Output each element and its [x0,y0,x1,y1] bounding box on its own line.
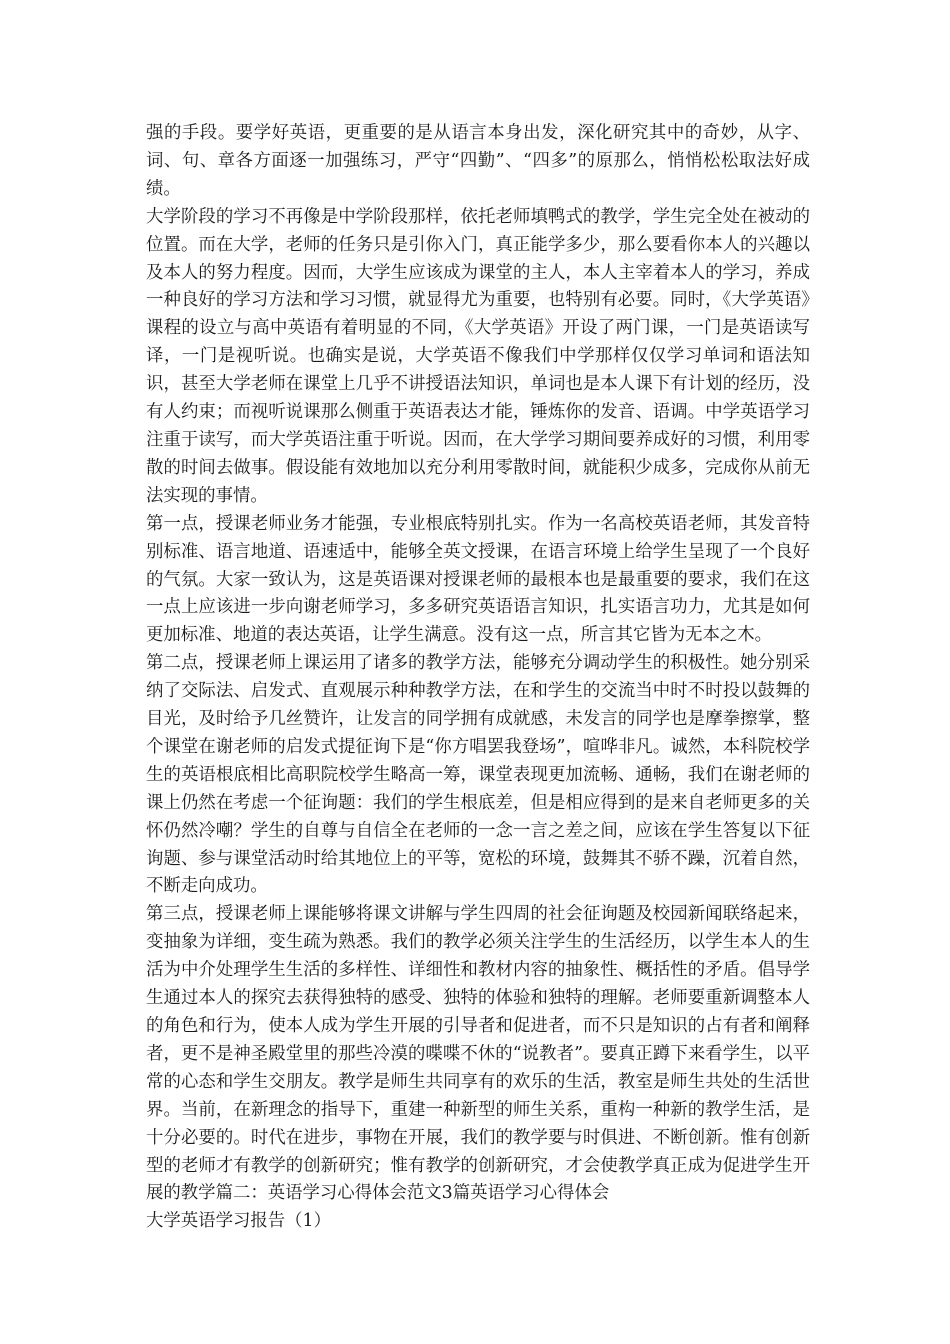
paragraph-1: 强的手段。要学好英语，更重要的是从语言本身出发，深化研究其中的奇妙，从字、词、句、章各方面逐一加强练习，严守“四勤”、“四多”的原那么，悄悄松松取法好成绩。 [146,123,810,199]
paragraph-3: 第一点，授课老师业务才能强，专业根底特别扎实。作为一名高校英语老师，其发音特别标准、语言地道、语速适中，能够全英文授课，在语言环境上给学生呈现了一个良好的气氛。大家一致认为，这是英语课对授课老师的最根本也是最重要的要求，我们在这一点上应该进一步向谢老师学习，多多研究英语语言知识，扎实语言功力，尤其是如何更加标准、地道的表达英语，让学生满意。没有这一点，所言其它皆为无本之木。 [146,513,810,646]
document-body [146,120,810,1236]
paragraph-2: 大学阶段的学习不再像是中学阶段那样，依托老师填鸭式的教学，学生完全处在被动的位置。而在大学，老师的任务只是引你入门，真正能学多少，那么要看你本人的兴趣以及本人的努力程度。因而，大学生应该成为课堂的主人，本人主宰着本人的学习，养成一种良好的学习方法和学习习惯，就显得尤为重要，也特别有必要。同时，《大学英语》课程的设立与高中英语有着明显的不同，《大学英语》开设了两门课，一门是英语读写译，一门是视听说。也确实是说，大学英语不像我们中学那样仅仅学习单词和语法知识，甚至大学老师在课堂上几乎不讲授语法知识，单词也是本人课下有计划的经历，没有人约束；而视听说课那么侧重于英语表达才能，锤炼你的发音、语调。中学英语学习注重于读写，而大学英语注重于听说。因而，在大学学习期间要养成好的习惯，利用零散的时间去做事。假设能有效地加以充分利用零散时间，就能积少成多，完成你从前无法实现的事情。 [146,206,810,506]
paragraph-4: 第二点，授课老师上课运用了诸多的教学方法，能够充分调动学生的积极性。她分别采纳了交际法、启发式、直观展示种种教学方法，在和学生的交流当中时不时投以鼓舞的目光，及时给予几丝赞许，让发言的同学拥有成就感，未发言的同学也是摩拳擦掌，整个课堂在谢老师的启发式提征询下是“你方唱罢我登场”，喧哗非凡。诚然，本科院校学生的英语根底相比高职院校学生略高一筹，课堂表现更加流畅、通畅，我们在谢老师的课上仍然在考虑一个征询题：我们的学生根底差，但是相应得到的是来自老师更多的关怀仍然冷嘲？学生的自尊与自信全在老师的一念一言之差之间，应该在学生答复以下征询题、参与课堂活动时给其地位上的平等，宽松的环境，鼓舞其不骄不躁，沉着自然，不断走向成功。 [146,653,810,897]
paragraph-5: 第三点，授课老师上课能够将课文讲解与学生四周的社会征询题及校园新闻联络起来，变抽象为详细，变生疏为熟悉。我们的教学必须关注学生的生活经历，以学生本人的生活为中介处理学生生活的多样性、详细性和教材内容的抽象性、概括性的矛盾。倡导学生通过本人的探究去获得独特的感受、独特的体验和独特的理解。老师要重新调整本人的角色和行为，使本人成为学生开展的引导者和促进者，而不只是知识的占有者和阐释者，更不是神圣殿堂里的那些冷漠的喋喋不休的“说教者”。要真正蹲下来看学生，以平常的心态和学生交朋友。教学是师生共同享有的欢乐的生活，教室是师生共处的生活世界。当前，在新理念的指导下，重建一种新型的师生关系，重构一种新的教学生活，是十分必要的。时代在进步，事物在开展，我们的教学要与时俱进、不断创新。惟有创新型的老师才有教学的创新研究；惟有教学的创新研究，才会使教学真正成为促进学生开展的教学篇二：英语学习心得体会范文3篇英语学习心得体会 [146,904,810,1204]
paragraph-6: 大学英语学习报告（1） [146,1211,331,1232]
